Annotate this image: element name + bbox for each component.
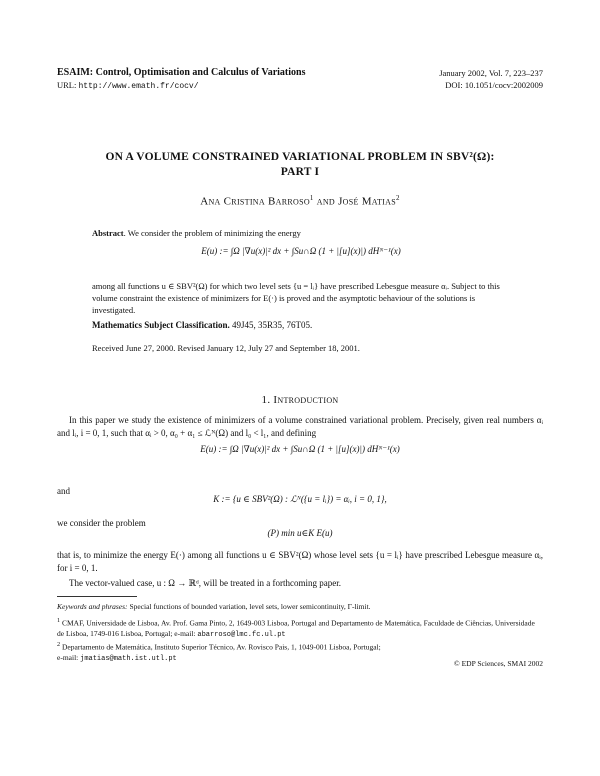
intro-paragraph-1: In this paper we study the existence of minimizers of a volume constrained variational problem. Precisely, given real numbers αᵢ and lᵢ, i = 0, 1, such that αᵢ > 0, α₀ + α₁ ≤ ℒᴺ(Ω) and l₀ < l₁, and defining — [57, 415, 543, 438]
abstract-text: among all functions u ∈ SBV²(Ω) for which two level sets {u = lᵢ} have prescribed Lebesgue measure αᵢ. Subject to this volume constraint the existence of minimizers for E(·) is proved and the asymptotic behaviour of the solutions is investigated. — [92, 281, 500, 315]
footnote-1 — [57, 616, 543, 640]
author-2: José Matias — [338, 195, 396, 208]
footnote-1-text: CMAF, Universidade de Lisboa, Av. Prof. Gama Pinto, 2, 1649-003 Lisboa, Portugal and Departamento de Matemática, Faculdade de Ciências, Universidade de Lisboa, 1749-016 Lisboa, Portugal; e-mail: — [57, 618, 535, 638]
footnote-1-email[interactable]: abarroso@lmc.fc.ul.pt — [197, 630, 286, 639]
set-K-equation: K := {u ∈ SBV²(Ω) : ℒᴺ({u = lᵢ}) = αᵢ, i = 0, 1}, — [213, 494, 387, 504]
paper-title — [0, 150, 600, 180]
author-2-mark: 2 — [395, 194, 400, 202]
and-text: and — [57, 486, 70, 496]
journal-title: ESAIM: Control, Optimisation and Calculus of Variations — [57, 67, 306, 78]
paper-title-line2: PART I — [280, 166, 320, 178]
intro-paragraph-3: The vector-valued case, u : Ω → ℝᵈ, will be treated in a forthcoming paper. — [69, 578, 341, 588]
received-dates: Received June 27, 2000. Revised January 12, July 27 and September 18, 2001. — [92, 343, 360, 353]
abstract-intro — [92, 227, 510, 239]
section-title: 1. Introduction — [261, 394, 339, 406]
footnote-2-text: Departamento de Matemática, Instituto Superior Técnico, Av. Rovisco Pais, 1, 1049-001 Lisboa, Portugal; — [60, 642, 381, 652]
footnote-2-mark: 2 — [57, 641, 61, 648]
abstract-intro-text: . We consider the problem of minimizing the energy — [123, 228, 301, 238]
abstract-equation: E(u) := ∫Ω |∇u(x)|² dx + ∫Su∩Ω (1 + |[u](x)|) dHᴺ⁻¹(x) — [201, 246, 401, 256]
msc-codes: 49J45, 35R35, 76T05. — [229, 320, 313, 330]
footnote-rule — [57, 596, 137, 597]
footnote-keywords — [57, 602, 543, 612]
footnote-2-email[interactable]: jmatias@math.ist.utl.pt — [80, 654, 177, 663]
authors-and: and — [313, 195, 339, 208]
consider-text: we consider the problem — [57, 518, 146, 528]
footnote-2-email-label: e-mail: — [57, 652, 81, 662]
paper-title-line1: ON A VOLUME CONSTRAINED VARIATIONAL PROBLEM IN SBV²(Ω): — [105, 151, 495, 163]
journal-volume: January 2002, Vol. 7, 223–237 — [439, 68, 543, 78]
keywords-text: Special functions of bounded variation, level sets, lower semicontinuity, Γ-limit. — [127, 602, 371, 611]
intro-paragraph-2: that is, to minimize the energy E(·) among all functions u ∈ SBV²(Ω) whose level sets {u = lᵢ} have prescribed Lebesgue measure αᵢ, for i = 0, 1. — [57, 550, 543, 573]
energy-equation: E(u) := ∫Ω |∇u(x)|² dx + ∫Su∩Ω (1 + |[u](x)|) dHᴺ⁻¹(x) — [200, 444, 400, 454]
journal-url — [57, 80, 199, 91]
journal-url-link[interactable]: http://www.emath.fr/cocv/ — [78, 82, 199, 91]
msc — [92, 320, 510, 330]
problem-P-equation: (P) min u∈K E(u) — [267, 528, 333, 538]
authors — [0, 194, 600, 208]
msc-label: Mathematics Subject Classification. — [92, 320, 230, 330]
journal-doi: DOI: 10.1051/cocv:2002009 — [445, 80, 543, 90]
footnote-1-mark: 1 — [57, 617, 61, 624]
author-1: Ana Cristina Barroso — [200, 195, 310, 208]
journal-url-label: URL: — [57, 80, 79, 90]
keywords-label: Keywords and phrases: — [57, 602, 128, 611]
abstract-heading: Abstract — [92, 228, 124, 238]
copyright: © EDP Sciences, SMAI 2002 — [454, 659, 543, 668]
author-1-mark: 1 — [309, 194, 314, 202]
